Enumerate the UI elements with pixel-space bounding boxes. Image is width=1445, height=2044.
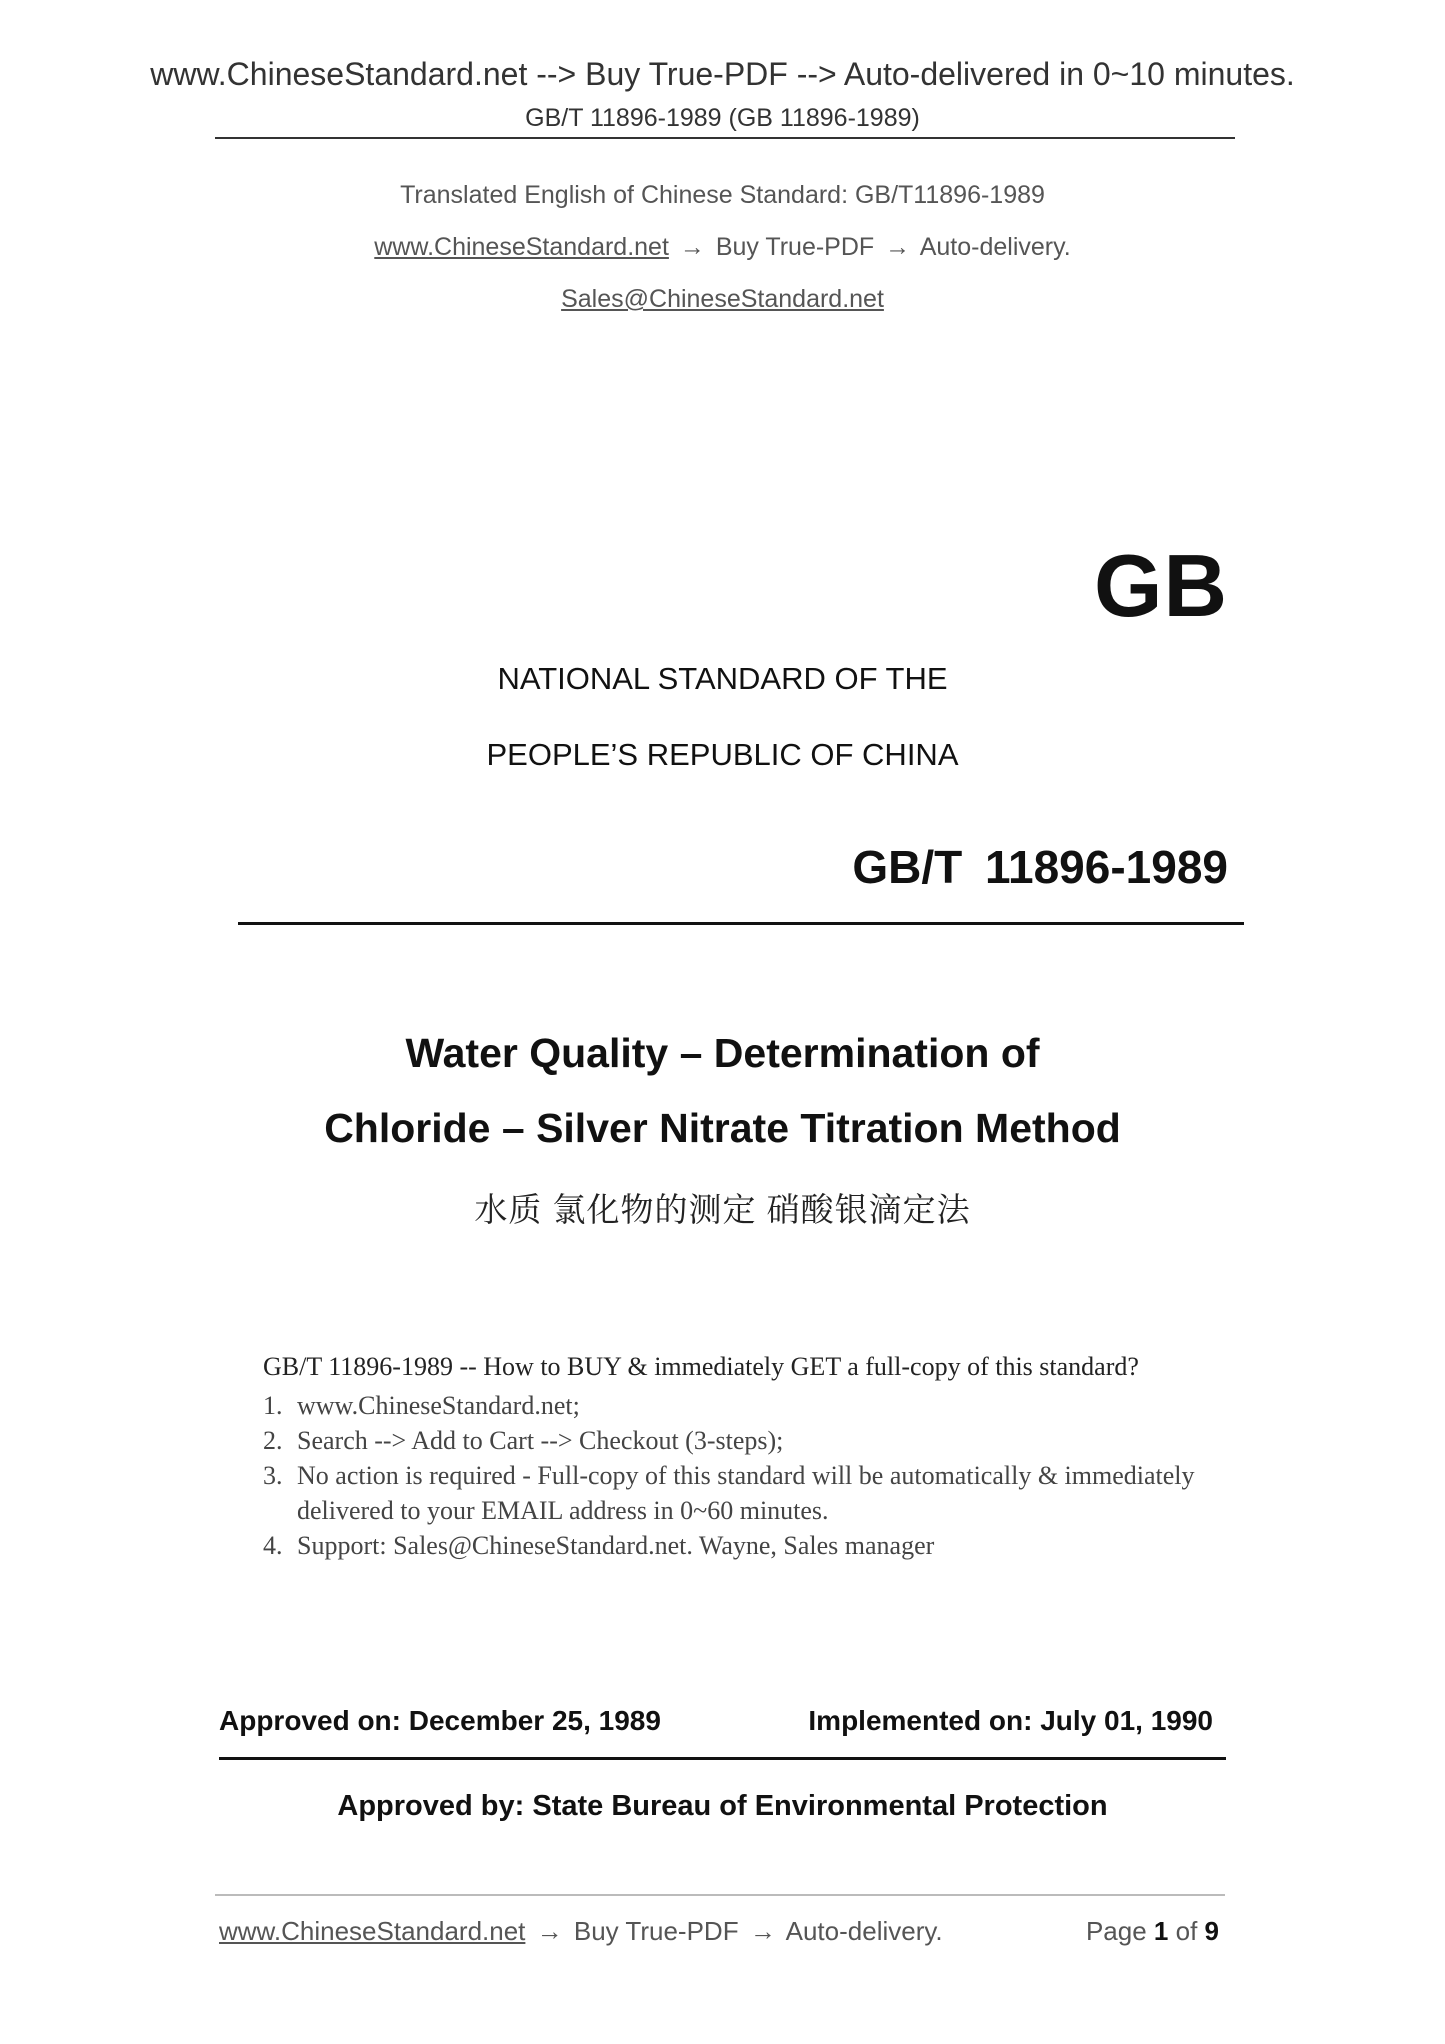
header-standard-ref: GB/T 11896-1989 (GB 11896-1989) [525,104,920,132]
standard-number: GB/T 11896-1989 [852,841,1228,893]
email-link[interactable]: Sales@ChineseStandard.net [561,285,884,313]
arrow-right-icon: → [679,233,705,261]
site-link[interactable]: www.ChineseStandard.net [374,233,669,261]
header-divider [215,137,1235,139]
arrow-right-icon: → [749,1916,776,1946]
buy-heading: GB/T 11896-1989 -- How to BUY & immediately GET a full-copy of this standard? [263,1352,1139,1381]
step-text: Search --> Add to Cart --> Checkout (3-steps); [297,1426,784,1455]
approved-by: Approved by: State Bureau of Environmental Protection [337,1790,1108,1822]
translation-line: Translated English of Chinese Standard: GB/T11896-1989 [400,181,1045,209]
page-prefix: Page [1085,1916,1147,1946]
buy-instructions [263,1352,1223,1563]
translation-delivery-line [0,233,1445,262]
footer-auto-text: Auto-delivery. [785,1916,943,1946]
approval-divider [219,1757,1226,1760]
buy-step [263,1423,1223,1458]
title-line1: Water Quality – Determination of [405,1030,1040,1076]
national-standard-line2: PEOPLE’S REPUBLIC OF CHINA [486,737,959,772]
arrow-right-icon: → [885,233,911,261]
footer-site-link[interactable]: www.ChineseStandard.net [219,1916,526,1946]
step-text: Support: Sales@ChineseStandard.net. Wayne, Sales manager [297,1531,935,1560]
national-standard-line1: NATIONAL STANDARD OF THE [497,661,948,696]
step-number: 1. [263,1391,283,1420]
step-number: 4. [263,1531,283,1560]
page-of: of [1175,1916,1198,1946]
title-chinese: 水质 氯化物的测定 硝酸银滴定法 [474,1191,971,1228]
buy-step [263,1458,1223,1528]
footer-divider [215,1894,1225,1896]
arrow-right-icon: → [536,1916,563,1946]
header-banner: www.ChineseStandard.net --> Buy True-PDF --> Auto-delivered in 0~10 minutes. [150,56,1295,92]
approved-on: Approved on: December 25, 1989 [219,1705,661,1736]
step-text: No action is required - Full-copy of this standard will be automatically & immediately delivered to your EMAIL address in 0~60 minutes. [297,1461,1195,1525]
step-text: www.ChineseStandard.net; [297,1391,580,1420]
title-divider [238,922,1244,925]
email-line [0,285,1445,314]
step-number: 3. [263,1461,283,1490]
buy-step [263,1388,1223,1423]
footer-buy-text: Buy True-PDF [573,1916,739,1946]
page-total: 9 [1204,1916,1219,1946]
step-number: 2. [263,1426,283,1455]
gb-mark: GB [1094,536,1228,635]
page-indicator [1086,1916,1219,1947]
buy-step [263,1528,1223,1563]
page-current: 1 [1153,1916,1169,1946]
buy-text: Buy True-PDF [715,233,875,261]
title-line2: Chloride – Silver Nitrate Titration Method [324,1105,1121,1151]
footer-delivery-line [219,1916,943,1947]
auto-delivery-text: Auto-delivery. [919,233,1071,261]
implemented-on: Implemented on: July 01, 1990 [808,1705,1213,1736]
buy-steps-list [263,1388,1223,1563]
